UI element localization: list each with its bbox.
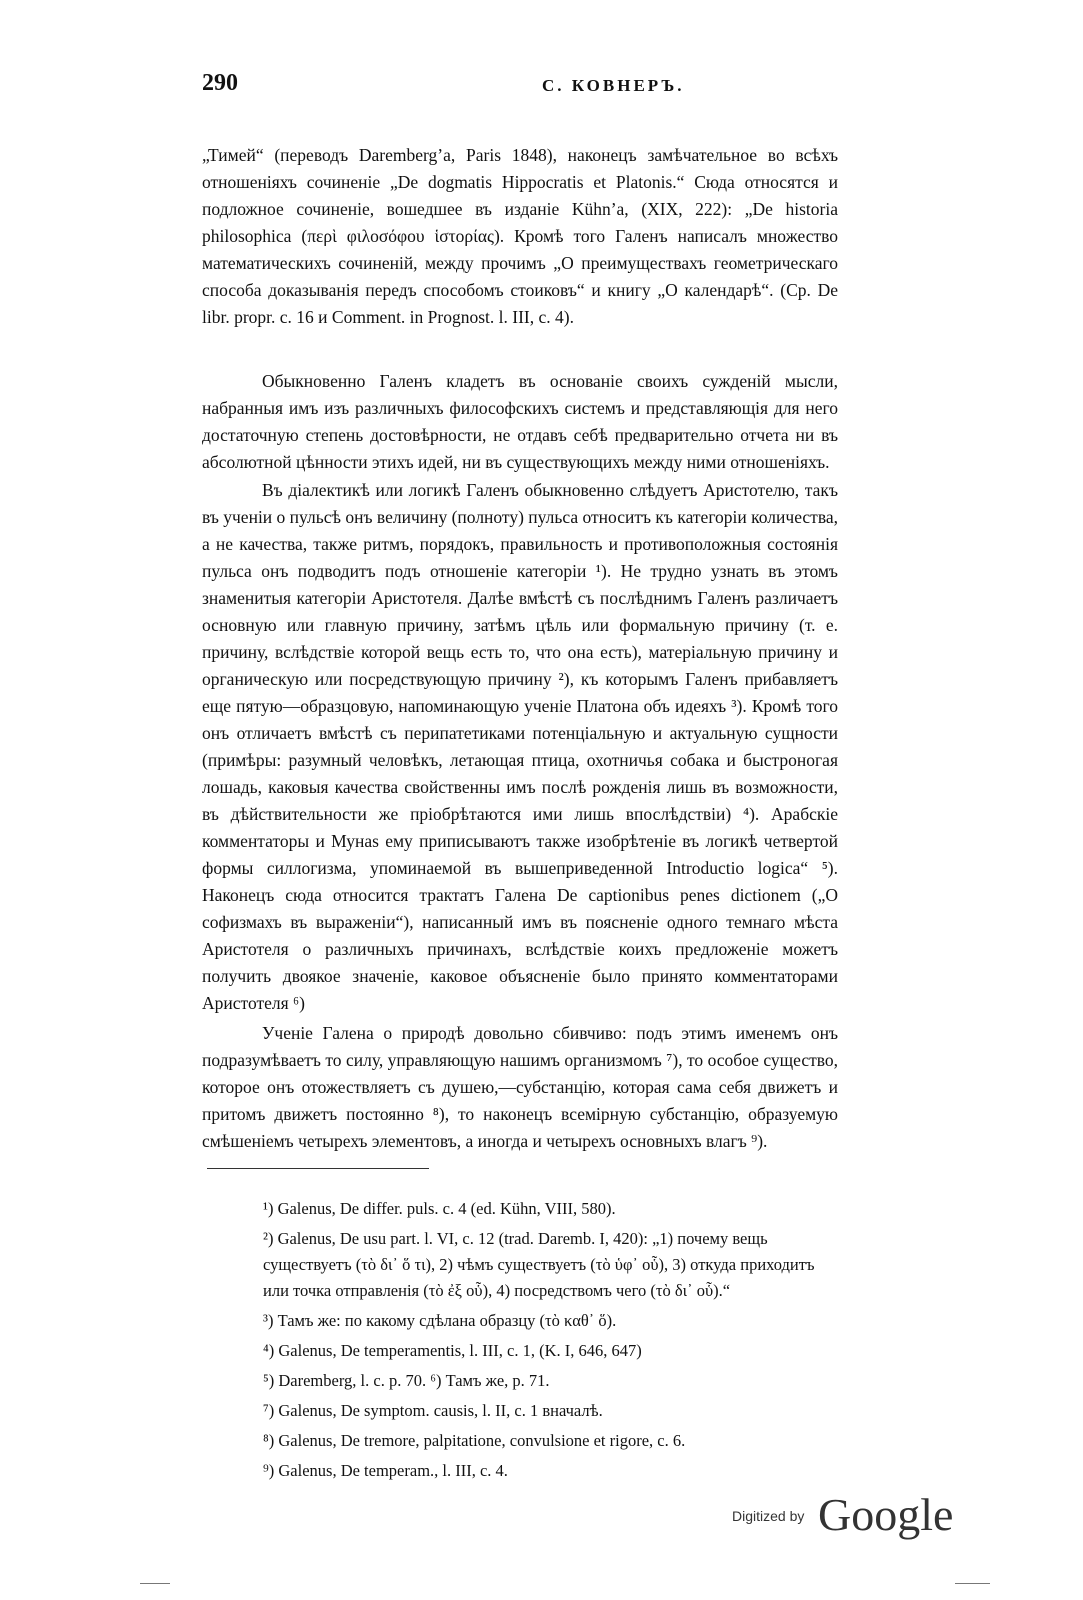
scan-edge-mark: [955, 1583, 990, 1584]
footnote-9: ⁹) Galenus, De temperam., l. III, c. 4.: [263, 1461, 508, 1480]
footnote-5-6: ⁵) Daremberg, l. c. p. 70. ⁶) Тамъ же, p. 71.: [263, 1371, 550, 1390]
footnote-8: ⁸) Galenus, De tremore, palpitatione, convulsione et rigore, c. 6.: [263, 1431, 686, 1450]
digitized-by-label: Digitized by: [732, 1508, 805, 1524]
footnotes: [263, 1196, 843, 1488]
paragraph-3: Въ діалектикѣ или логикѣ Галенъ обыкновенно слѣдуетъ Аристотелю, такъ въ ученіи о пульсѣ онъ величину (полноту) пульса относитъ къ категоріи количества, а не качества, также ритмъ, порядокъ, правильность и противоположныя состоянія пульса онъ подводитъ подъ отношеніе категоріи ¹). Не трудно узнать въ этомъ знаменитыя категоріи Аристотеля. Далѣе вмѣстѣ съ послѣднимъ Галенъ различаетъ основную или главную причину, затѣмъ цѣль или формальную причину (т. е. причину, вслѣдствіе которой вещь есть то, что она есть), матеріальную причину и органическую или посредствующую причину ²), къ которымъ Галенъ прибавляетъ еще пятую—образцовую, напоминающую ученіе Платона объ идеяхъ ³). Кромѣ того онъ отличаетъ вмѣстѣ съ перипатетиками потенціальную и актуальную сущности (примѣры: разумный человѣкъ, летающая птица, охотничья собака и быстроногая лошадь, каковыя качества свойственны имъ послѣ рожденія лишь въ возможности, въ дѣйствительности же пріобрѣтаются ими лишь впослѣдствіи) ⁴). Арабскіе комментаторы и Мунаs ему приписываютъ также изобрѣтеніе въ логикѣ четвертой формы силлогизма, упоминаемой въ вышеприведенной Introductio logica“ ⁵). Наконецъ сюда относится трактатъ Галена De captionibus penes dictionem („О софизмахъ въ выраженіи“), написанный имъ въ поясненіе одного темнаго мѣста Аристотеля о различныхъ причинахъ, вслѣдствіе коихъ предложеніе можетъ получить двоякое значеніе, каковое объясненіе было принято комментаторами Аристотеля ⁶): [202, 479, 838, 1013]
footnote-2: ²) Galenus, De usu part. l. VI, c. 12 (trad. Daremb. I, 420): „1) почему вещь существуетъ (τὸ δι᾽ ὅ τι), 2) чѣмъ существуетъ (τὸ ὑφ᾽ οὗ), 3) откуда приходитъ или точка отправленія (τὸ ἐξ οὗ), 4) посредствомъ чего (τὸ δι᾽ οὗ).“: [263, 1229, 815, 1300]
paragraph-1: „Тимей“ (переводъ Daremberg’a, Paris 1848), наконецъ замѣчательное во всѣхъ отношеніяхъ сочиненіе „De dogmatis Hippocratis et Platonis.“ Сюда относятся и подложное сочиненіе, вошедшее въ изданіе Kühn’a, (XIX, 222): „De historia philosophica (περὶ φιλοσόφου ἱστορίας). Кромѣ того Галенъ написалъ множество математическихъ сочиненій, между прочимъ „О преимуществахъ геометрическаго способа доказыванія передъ способомъ стоиковъ“ и книгу „О календарѣ“. (Ср. De libr. propr. c. 16 и Comment. in Prognost. l. III, c. 4).: [202, 144, 838, 327]
footnote-4: ⁴) Galenus, De temperamentis, l. III, c. 1, (K. I, 646, 647): [263, 1341, 642, 1360]
google-logo: Google: [818, 1489, 954, 1540]
page-number: 290: [202, 70, 238, 96]
footnote-7: ⁷) Galenus, De symptom. causis, l. II, c. 1 вначалѣ.: [263, 1401, 603, 1420]
footnote-1: ¹) Galenus, De differ. puls. c. 4 (ed. Kühn, VIII, 580).: [263, 1199, 616, 1218]
footnote-separator: [207, 1168, 429, 1169]
paragraph-2: Обыкновенно Галенъ кладетъ въ основаніе своихъ сужденій мысли, набранныя имъ изъ различныхъ философскихъ системъ и представляющія для него достаточную степень достовѣрности, не отдавъ себѣ предварительно отчета ни въ абсолютной цѣнности этихъ идей, ни въ существующихъ между ними отношеніяхъ.: [202, 370, 838, 472]
paragraph-4: Ученіе Галена о природѣ довольно сбивчиво: подъ этимъ именемъ онъ подразумѣваетъ то силу, управляющую нашимъ организмомъ ⁷), то особое существо, которое онъ отожествляетъ съ душею,—субстанцію, которая сама себя движетъ и притомъ движетъ постоянно ⁸), то наконецъ всемірную субстанцію, образуемую смѣшеніемъ четырехъ элементовъ, а иногда и четырехъ основныхъ влагъ ⁹).: [202, 1022, 838, 1151]
footnote-3: ³) Тамъ же: по какому сдѣлана образцу (τὸ καθ᾽ ὅ).: [263, 1311, 617, 1330]
running-head: С. КОВНЕРЪ.: [542, 76, 685, 95]
scan-edge-mark: [140, 1583, 170, 1584]
